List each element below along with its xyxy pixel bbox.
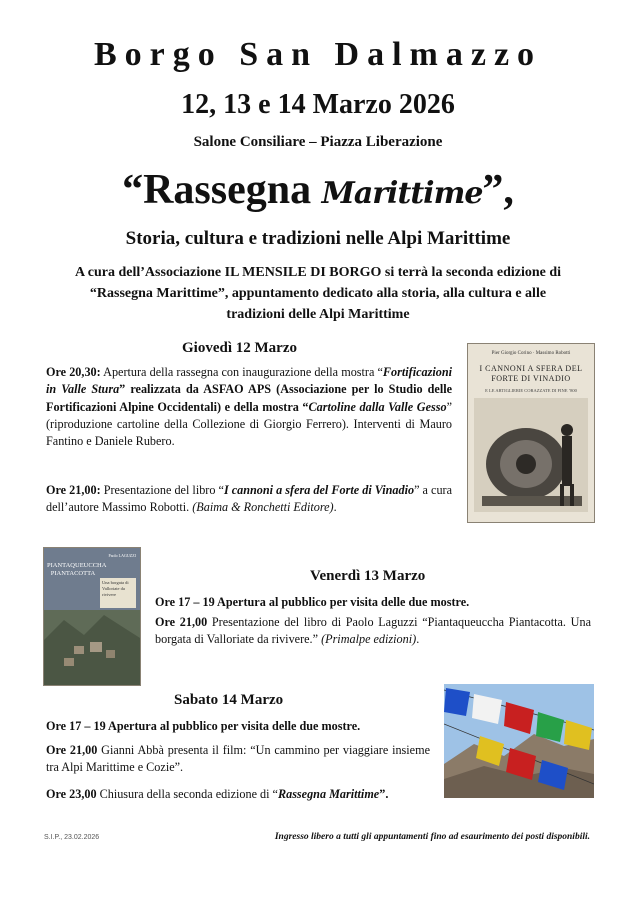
day3-item2-time: Ore 21,00 — [46, 743, 98, 757]
day3-item3-title: Rassegna Marittime — [277, 787, 380, 801]
day1-item1-text3: ” (riproduzione cartoline della Collezione di Giorgio Ferrero). Interventi di Mauro Fantino e Daniele Rubero. — [46, 399, 452, 449]
book1-authors: Pier Giorgio Corino · Massimo Robotti — [491, 351, 571, 356]
intro-paragraph: A cura dell’Associazione IL MENSILE DI BORGO si terrà la seconda edizione di “Rassegna Marittime”, appuntamento dedicato alla storia, alla cultura e alle tradizioni delle Alpi Marittime — [74, 265, 562, 322]
day1-item2-publisher: (Baima & Ronchetti Editore) — [192, 500, 334, 515]
day1-item2 — [46, 482, 452, 517]
day3-item3 — [46, 786, 430, 803]
page-title: Borgo San Dalmazzo — [93, 36, 543, 73]
event-subtitle: Storia, cultura e tradizioni nelle Alpi Marittime — [125, 228, 511, 249]
day2-item1: Ore 17 – 19 Apertura al pubblico per visita delle due mostre. — [155, 595, 470, 609]
event-name-prefix: “Rassegna — [122, 167, 322, 213]
day1-item2-end: . — [333, 500, 337, 515]
day2-item2-publisher: (Primalpe edizioni) — [321, 632, 417, 647]
book-cover-cannoni — [467, 343, 595, 523]
book2-title: PIANTAQUEUCCHA PIANTACOTTA — [47, 562, 107, 577]
day2-item2-time: Ore 21,00 — [155, 615, 208, 629]
event-dates: 12, 13 e 14 Marzo 2026 — [181, 89, 455, 120]
day1-item2-time: Ore 21,00: — [46, 483, 101, 497]
day3-item1: Ore 17 – 19 Apertura al pubblico per visita delle due mostre. — [46, 719, 361, 733]
day2-heading: Venerdì 13 Marzo — [310, 568, 426, 584]
day3-item3-end: ”. — [379, 787, 389, 801]
day2-item2 — [155, 614, 591, 649]
day1-item2-text2: ” a cura dell’autore Massimo Robotti. — [46, 483, 453, 515]
event-venue: Salone Consiliare – Piazza Liberazione — [193, 134, 443, 150]
day1-item1-title2: Cartoline dalla Valle Gesso — [308, 399, 447, 414]
day1-item1-text2: ” realizzata da ASFAO APS (Associazione per lo Studio delle Fortificazioni Alpine Occidentali) e della mostra “ — [46, 382, 453, 414]
prayer-flags-photo-icon — [444, 684, 594, 798]
event-name-script: Marittime — [321, 176, 483, 211]
footer-print-info: S.I.P., 23.02.2026 — [44, 834, 100, 841]
day1-item1 — [46, 364, 452, 450]
day3-heading: Sabato 14 Marzo — [174, 692, 284, 708]
book2-author: Paolo LAGUZZI — [108, 553, 136, 558]
day1-item2-title: I cannoni a sfera del Forte di Vinadio — [223, 483, 415, 497]
day2-item2-end: . — [416, 632, 420, 647]
book1-title: I CANNONI A SFERA DEL FORTE DI VINADIO — [479, 364, 583, 383]
day1-item1-text1: Apertura della rassegna con inaugurazione della mostra “ — [100, 365, 383, 379]
day3-item3-time: Ore 23,00 — [46, 787, 97, 801]
day1-item2-text1: Presentazione del libro “ — [100, 483, 224, 497]
day1-heading: Giovedì 12 Marzo — [182, 340, 297, 356]
book-cover-piantaqueuccha — [43, 547, 141, 686]
cannon-photo-icon — [474, 398, 588, 512]
book1-subtitle: E LE ARTIGLIERIE CORAZZATE DI FINE ’800 — [485, 388, 577, 393]
day3-item2 — [46, 742, 430, 777]
book2-subtitle: Una borgata di Valloriate da rivivere — [100, 578, 136, 608]
village-photo-icon — [44, 610, 140, 685]
event-name — [0, 166, 636, 214]
day1-item1-time: Ore 20,30: — [46, 365, 101, 379]
day2-item2-text: Presentazione del libro di Paolo Laguzzi “Piantaqueuccha Piantacotta. Una borgata di Valloriate da rivivere.” — [155, 615, 591, 647]
day3-item2-text: Gianni Abbà presenta il film: “Un cammino per viaggiare insieme tra Alpi Marittime e Cozie”. — [46, 743, 430, 775]
day1-item1-title1: Fortificazioni in Valle Stura — [46, 365, 452, 397]
footer-note: Ingresso libero a tutti gli appuntamenti fino ad esaurimento dei posti disponibili. — [274, 832, 590, 842]
day3-item3-text: Chiusura della seconda edizione di “ — [96, 787, 278, 801]
event-name-suffix: ”, — [482, 167, 514, 213]
